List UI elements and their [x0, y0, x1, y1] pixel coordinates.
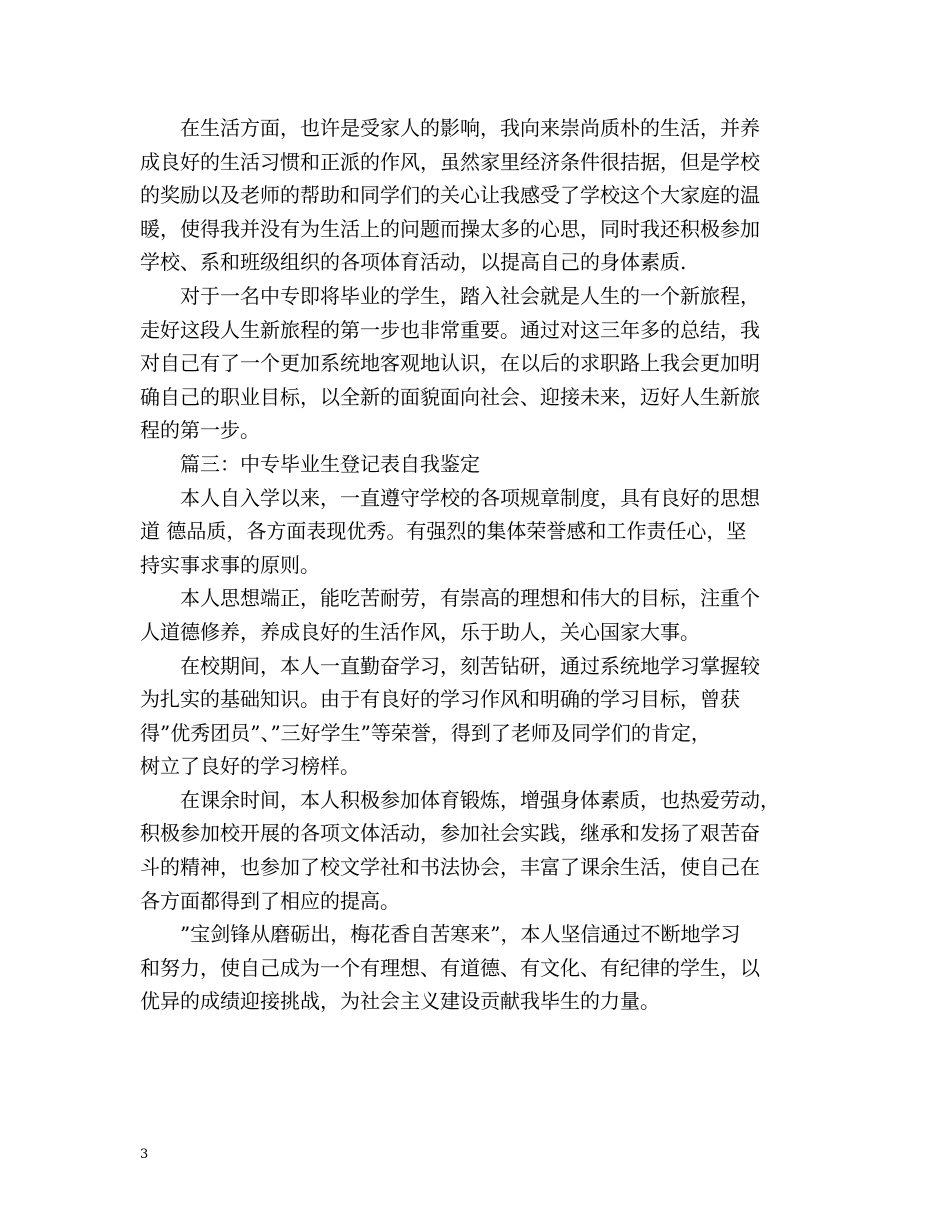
text-line: ”宝剑锋从磨砺出，梅花香自苦寒来”，本人坚信通过不断地学习 — [140, 922, 741, 947]
text-line: 对于一名中专即将毕业的学生，踏入社会就是人生的一个新旅程， — [140, 283, 760, 308]
text-line: 为扎实的基础知识。由于有良好的学习作风和明确的学习目标，曾获 — [140, 687, 740, 712]
text-line: 在校期间，本人一直勤奋学习，刻苦钻研，通过系统地学习掌握较 — [140, 653, 760, 678]
page-number: 3 — [140, 1147, 149, 1162]
text-line: 人道德修养，养成良好的生活作风，乐于助人，关心国家大事。 — [140, 619, 700, 644]
text-line: 程的第一步。 — [140, 418, 260, 443]
text-line: 在课余时间，本人积极参加体育锻炼，增强身体素质，也热爱劳动， — [140, 787, 780, 812]
text-line: 树立了良好的学习榜样。 — [140, 754, 360, 779]
text-line: 优异的成绩迎接挑战，为社会主义建设贡献我毕生的力量。 — [140, 989, 660, 1014]
text-line: 本人自入学以来，一直遵守学校的各项规章制度，具有良好的思想 — [140, 485, 760, 510]
text-line: 道 德品质，各方面表现优秀。有强烈的集体荣誉感和工作责任心，坚 — [140, 519, 747, 544]
text-line: 暖，使得我并没有为生活上的问题而操太多的心思，同时我还积极参加 — [140, 216, 760, 241]
text-line: 斗的精神，也参加了校文学社和书法协会，丰富了课余生活，使自己在 — [140, 855, 760, 880]
text-line: 对自己有了一个更加系统地客观地认识，在以后的求职路上我会更加明 — [140, 351, 760, 376]
text-line: 成良好的生活习惯和正派的作风，虽然家里经济条件很拮据，但是学校 — [140, 149, 760, 174]
document-body — [140, 112, 820, 1019]
text-line: 的奖励以及老师的帮助和同学们的关心让我感受了学校这个大家庭的温 — [140, 183, 760, 208]
text-line: 得”优秀团员”、”三好学生”等荣誉，得到了老师及同学们的肯定， — [140, 720, 711, 745]
text-line: 各方面都得到了相应的提高。 — [140, 888, 400, 913]
text-line: 确自己的职业目标，以全新的面貌面向社会、迎接未来，迈好人生新旅 — [140, 384, 760, 409]
text-line: 在生活方面，也许是受家人的影响，我向来崇尚质朴的生活，并养 — [140, 116, 760, 140]
text-line: 积极参加校开展的各项文体活动，参加社会实践，继承和发扬了艰苦奋 — [140, 821, 760, 846]
text-line: 持实事求事的原则。 — [140, 552, 320, 577]
text-line: 走好这段人生新旅程的第一步也非常重要。通过对这三年多的总结，我 — [140, 317, 760, 342]
text-line: 学校、系和班级组织的各项体育活动，以提高自己的身体素质. — [140, 250, 687, 275]
text-line: 和努力，使自己成为一个有理想、有道德、有文化、有纪律的学生，以 — [140, 955, 760, 980]
section-heading: 篇三：中专毕业生登记表自我鉴定 — [140, 451, 480, 476]
text-line: 本人思想端正，能吃苦耐劳，有崇高的理想和伟大的目标，注重个 — [140, 586, 760, 611]
